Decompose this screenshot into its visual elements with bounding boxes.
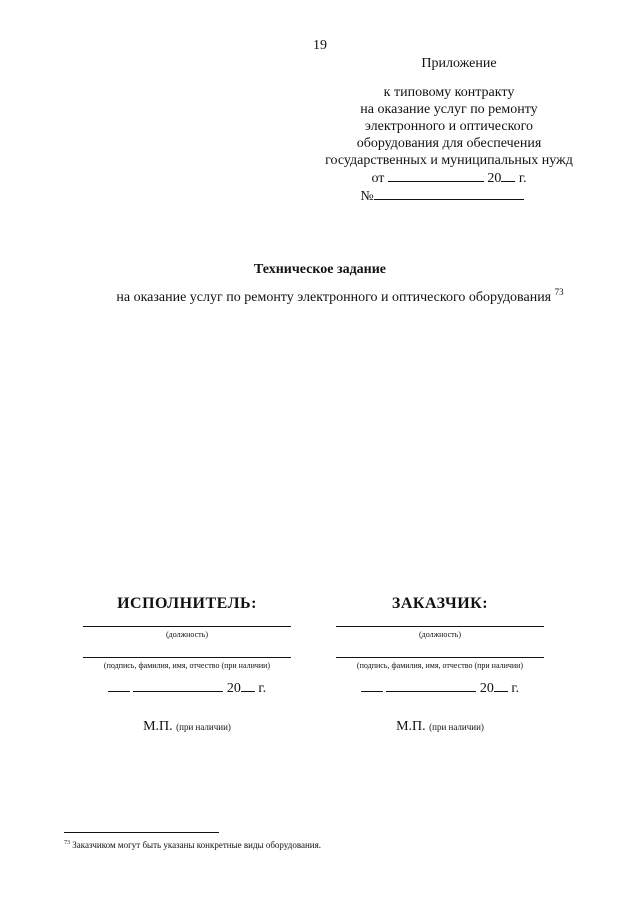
appendix-line: государственных и муниципальных нужд [325, 153, 573, 168]
page-number: 19 [313, 38, 327, 53]
appendix-number-row [360, 187, 523, 205]
number-blank [374, 187, 524, 200]
footnote [64, 840, 321, 850]
executor-signature-caption: (подпись, фамилия, имя, отчество (при наличии) [103, 661, 271, 670]
appendix-line: оборудования для обеспечения [356, 136, 542, 151]
executor-signature-block [77, 595, 297, 735]
footnote-reference: 73 [554, 287, 564, 297]
executor-seal-note: (при наличии) [176, 722, 231, 732]
customer-date-row [330, 680, 550, 697]
day-blank [361, 680, 383, 692]
customer-date-year: 20 [479, 681, 494, 696]
executor-position-line [83, 626, 291, 627]
customer-signature-caption: (подпись, фамилия, имя, отчество (при наличии) [356, 661, 524, 670]
customer-position-line [336, 626, 544, 627]
customer-seal-label: М.П. [396, 719, 426, 734]
executor-heading: ИСПОЛНИТЕЛЬ: [117, 595, 257, 612]
appendix-line: к типовому контракту [383, 85, 515, 100]
document-subtitle [0, 287, 640, 306]
day-blank [108, 680, 130, 692]
executor-signature-line [83, 657, 291, 658]
appendix-line: электронного и оптического [364, 119, 534, 134]
executor-position-caption: (должность) [166, 630, 208, 639]
year-blank [501, 169, 515, 182]
month-blank [133, 680, 223, 692]
appendix-line: на оказание услуг по ремонту [360, 102, 538, 117]
executor-date-suffix: г. [258, 681, 267, 696]
date-suffix: г. [518, 171, 527, 186]
number-sign: № [360, 189, 374, 204]
year-blank [241, 680, 255, 692]
customer-date-suffix: г. [511, 681, 520, 696]
date-blank [388, 169, 484, 182]
date-prefix: от [371, 171, 385, 186]
customer-seal [330, 719, 550, 735]
appendix-block [314, 55, 584, 205]
executor-seal [77, 719, 297, 735]
footnote-separator [64, 832, 219, 833]
customer-seal-note: (при наличии) [429, 722, 484, 732]
customer-position-caption: (должность) [419, 630, 461, 639]
appendix-date-row [371, 169, 526, 187]
customer-signature-block [330, 595, 550, 735]
customer-signature-line [336, 657, 544, 658]
appendix-title: Приложение [421, 56, 497, 71]
document-subtitle-text: на оказание услуг по ремонту электронного и оптического оборудования [116, 290, 552, 305]
executor-seal-label: М.П. [143, 719, 173, 734]
footnote-number: 73 [64, 840, 70, 846]
customer-heading: ЗАКАЗЧИК: [391, 595, 489, 612]
executor-date-row [77, 680, 297, 697]
date-year: 20 [487, 171, 502, 186]
month-blank [386, 680, 476, 692]
footnote-text: Заказчиком могут быть указаны конкретные виды оборудования. [72, 840, 321, 850]
year-blank [494, 680, 508, 692]
executor-date-year: 20 [226, 681, 241, 696]
document-title: Техническое задание [253, 262, 386, 277]
